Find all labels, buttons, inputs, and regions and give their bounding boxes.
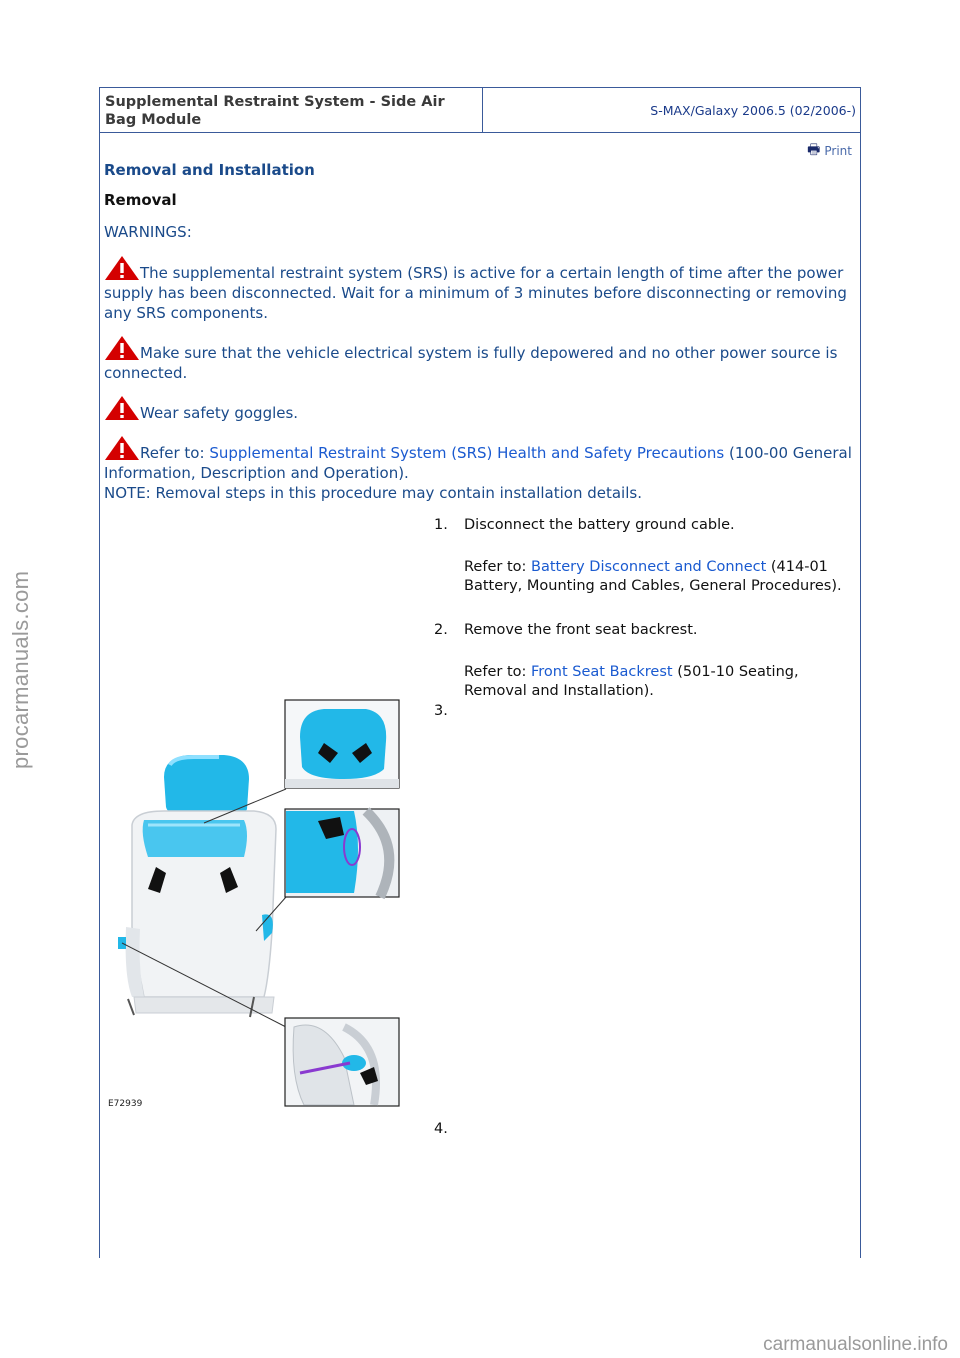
warning-item (104, 255, 856, 323)
section-title: Removal and Installation (104, 161, 315, 179)
printer-icon: 🖶 (807, 142, 821, 158)
warning-text: The supplemental restraint system (SRS) is active for a certain length of time after the power supply has been disconnected. Wait for a minimum of 3 minutes before disconnecting or removing any SRS components. (104, 264, 847, 322)
subsection-title: Removal (104, 191, 177, 209)
warning-text: Wear safety goggles. (140, 404, 299, 422)
print-button[interactable] (807, 144, 852, 158)
step-number: 4. (434, 1121, 448, 1137)
warning-text: Make sure that the vehicle electrical system is fully depowered and no other power source is connected. (104, 344, 838, 382)
srs-precautions-link[interactable]: Supplemental Restraint System (SRS) Health and Safety Precautions (209, 444, 725, 462)
document-title: Supplemental Restraint System - Side Air Bag Module (100, 88, 483, 132)
warning-icon (104, 435, 140, 461)
warning-icon (104, 395, 140, 421)
warnings-label: WARNINGS: (104, 223, 192, 241)
step-reference (464, 558, 844, 596)
print-label: Print (824, 143, 852, 158)
watermark-left: procarmanuals.com (8, 570, 33, 770)
step-number: 3. (434, 703, 448, 719)
warning-ref-suffix: (100-00 General Information, Description and Operation). (104, 444, 852, 482)
step-2 (434, 621, 844, 701)
warning-icon (104, 255, 140, 281)
battery-disconnect-link[interactable]: Battery Disconnect and Connect (531, 559, 767, 575)
ref-suffix: (501-10 Seating, Removal and Installation). (464, 664, 799, 699)
step-reference (464, 663, 844, 701)
step-number: 2. (434, 622, 448, 638)
warning-icon (104, 335, 140, 361)
warning-item (104, 395, 856, 423)
watermark-bottom: carmanualsonline.info (763, 1334, 948, 1355)
ref-prefix: Refer to: (464, 559, 531, 575)
seat-illustration (104, 697, 404, 1113)
vehicle-model: S-MAX/Galaxy 2006.5 (02/2006-) (650, 103, 856, 118)
procedure-note: NOTE: Removal steps in this procedure may contain installation details. (104, 484, 642, 502)
warning-ref-prefix: Refer to: (140, 444, 210, 462)
step-1 (434, 516, 844, 596)
front-seat-backrest-link[interactable]: Front Seat Backrest (531, 664, 673, 680)
step-text: Disconnect the battery ground cable. (464, 517, 735, 533)
warning-item (104, 335, 856, 383)
step-text: Remove the front seat backrest. (464, 622, 698, 638)
ref-prefix: Refer to: (464, 664, 531, 680)
document-header (100, 88, 860, 133)
ref-suffix: (414-01 Battery, Mounting and Cables, General Procedures). (464, 559, 842, 594)
warning-item (104, 435, 856, 483)
figure-code: E72939 (108, 1099, 143, 1109)
step-number: 1. (434, 517, 448, 533)
